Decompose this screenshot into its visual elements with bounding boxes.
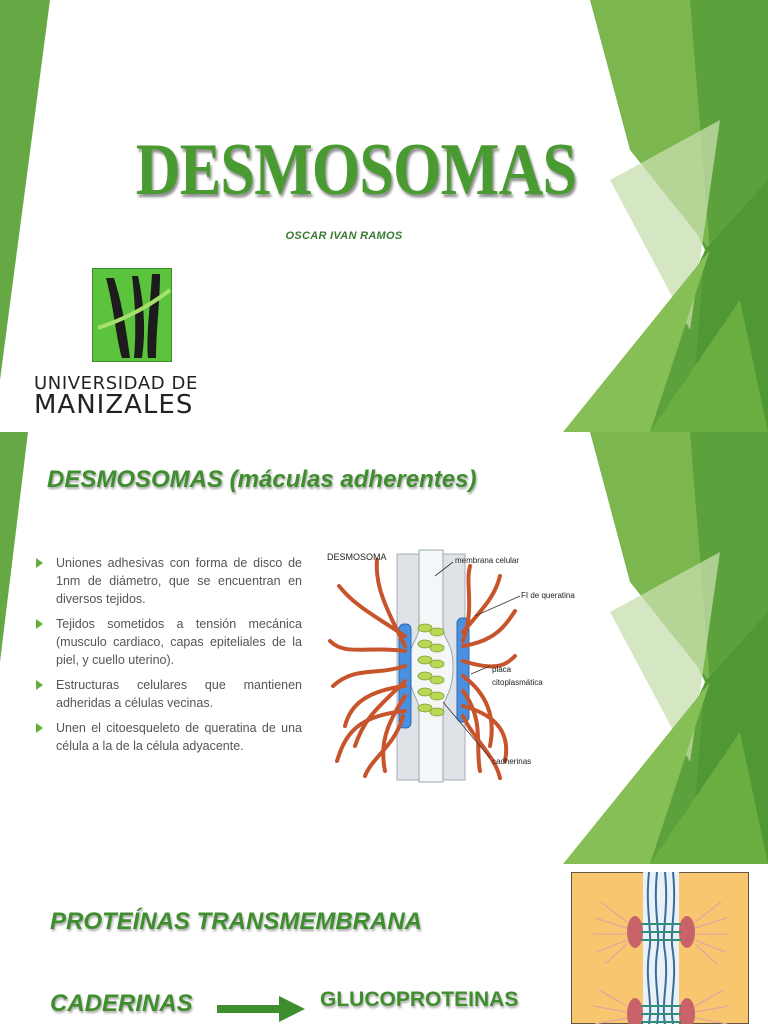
slide-title: DESMOSOMAS (máculas adherentes) (47, 466, 477, 493)
presentation-title: DESMOSOMAS (135, 129, 577, 211)
bullet-arrow-icon (36, 680, 43, 690)
right-arrow-icon (217, 996, 305, 1022)
diagram-label-membrane: membrana celular (455, 556, 520, 565)
bullet-arrow-icon (36, 723, 43, 733)
desmosome-micrograph-illustration (571, 872, 749, 1024)
diagram-label-plaque-1: placa (492, 665, 512, 674)
bullet-text: Unen el citoesqueleto de queratina de una célula a la de la célula adyacente. (56, 721, 302, 753)
university-logo-mark (92, 268, 172, 362)
desmosome-diagram (325, 546, 595, 786)
logo-text-line1: UNIVERSIDAD DE (34, 373, 198, 394)
bullet-item (36, 719, 302, 755)
bullet-item (36, 615, 302, 669)
green-facet-decoration (0, 0, 768, 432)
bullet-list (36, 554, 302, 762)
glycoproteins-label: GLUCOPROTEINAS (320, 988, 519, 1011)
diagram-label-keratin: FI de queratina (521, 591, 575, 600)
bullet-arrow-icon (36, 558, 43, 568)
logo-text-line2: MANIZALES (34, 390, 194, 420)
bullet-item (36, 554, 302, 608)
bullet-arrow-icon (36, 619, 43, 629)
bullet-item (36, 676, 302, 712)
diagram-label-cadherins: cadherinas (492, 757, 532, 766)
bullet-text: Uniones adhesivas con forma de disco de 1nm de diámetro, que se encuentran en diversos tejidos. (56, 556, 302, 606)
cadherins-label: CADERINAS (50, 990, 193, 1017)
bullet-text: Estructuras celulares que mantienen adheridas a células vecinas. (56, 678, 302, 710)
diagram-label-plaque-2: citoplasmática (492, 678, 543, 687)
bullet-text: Tejidos sometidos a tensión mecánica (musculo cardiaco, capas epiteliales de la piel, y cuello uterino). (56, 617, 302, 667)
section-title: PROTEÍNAS TRANSMEMBRANA (50, 908, 422, 935)
author-name: OSCAR IVAN RAMOS (285, 230, 403, 242)
diagram-label-title: DESMOSOMA (327, 552, 387, 562)
title-slide (0, 0, 768, 432)
